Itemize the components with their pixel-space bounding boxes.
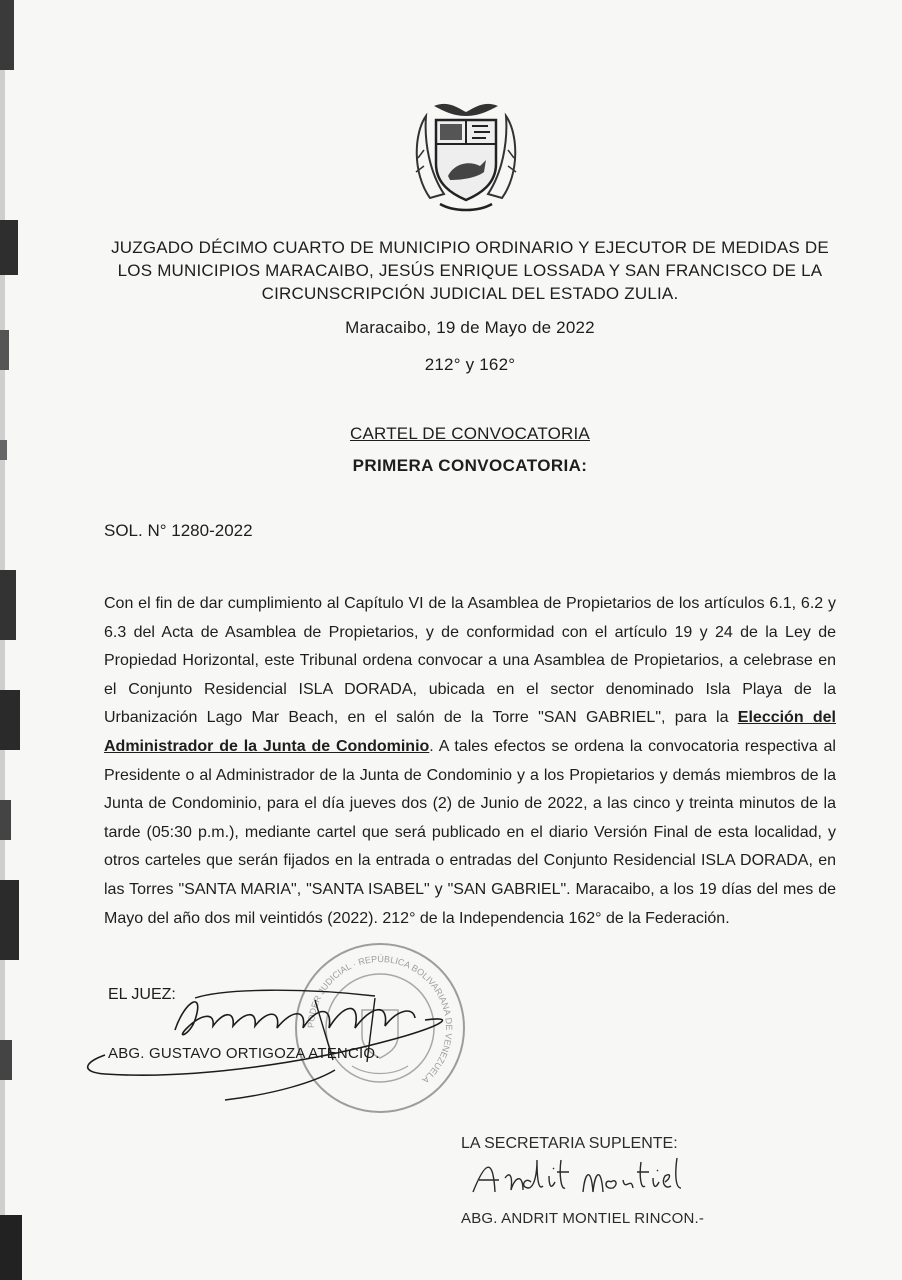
court-name-line-2: LOS MUNICIPIOS MARACAIBO, JESÚS ENRIQUE LOSSADA Y SAN FRANCISCO DE LA (117, 261, 823, 280)
document-title: CARTEL DE CONVOCATORIA (350, 424, 590, 443)
secretary-name: ABG. ANDRIT MONTIEL RINCON.- (461, 1210, 705, 1227)
court-name (80, 236, 860, 305)
judge-name: ABG. GUSTAVO ORTIGOZA ATENCIO. (108, 1045, 380, 1062)
judge-label: EL JUEZ: (108, 986, 176, 1003)
body-text-part-2: . A tales efectos se ordena la convocatoria respectiva al Presidente o al Administrador de la Junta de Condominio y a los Propietarios y demás miembros de la Junta de Condominio, para el día jueves dos (2) de Junio de 2022, a las cinco y treinta minutos de la tarde (05:30 p.m.), mediante cartel que será publicado en el diario Versión Final de esta localidad, y otros carteles que serán fijados en la entrada o entradas del Conjunto Residencial ISLA DORADA, en las Torres "SANTA MARIA", "SANTA ISABEL" y "SAN GABRIEL". Maracaibo, a los 19 días del mes de Mayo del año dos mil veintidós (2022). 212° de la Independencia 162° de la Federación. (104, 737, 836, 927)
secretary-label: LA SECRETARIA SUPLENTE: (461, 1135, 678, 1152)
coat-of-arms-logo (410, 98, 522, 216)
court-name-line-1: JUZGADO DÉCIMO CUARTO DE MUNICIPIO ORDINARIO Y EJECUTOR DE MEDIDAS DE (111, 238, 829, 257)
independence-years: 212° y 162° (424, 355, 516, 374)
body-text-part-1: Con el fin de dar cumplimiento al Capítulo VI de la Asamblea de Propietarios de los artículos 6.1, 6.2 y 6.3 del Acta de Asamblea de Propietarios, y de conformidad con el artículo 19 y 24 de la Ley de Propiedad Horizontal, este Tribunal ordena convocar a una Asamblea de Propietarios, a celebrase en el Conjunto Residencial ISLA DORADA, ubicada en el sector denominado Isla Playa de la Urbanización Lago Mar Beach, en el salón de la Torre "SAN GABRIEL", para la (104, 595, 836, 727)
court-name-line-3: CIRCUNSCRIPCIÓN JUDICIAL DEL ESTADO ZULIA. (261, 284, 679, 303)
judge-signature (75, 970, 475, 1110)
request-number: SOL. N° 1280-2022 (104, 521, 253, 540)
scan-edge-artifact (0, 0, 24, 1280)
body-emphasis: Elección del Administrador de la Junta de Condominio (104, 709, 837, 755)
secretary-signature (465, 1152, 685, 1202)
stamp-text: PODER JUDICIAL · REPÚBLICA BOLIVARIANA DE VENEZUELA (305, 953, 455, 1086)
document-subtitle: PRIMERA CONVOCATORIA: (352, 456, 588, 475)
place-date: Maracaibo, 19 de Mayo de 2022 (345, 318, 595, 337)
body-paragraph (104, 590, 836, 933)
